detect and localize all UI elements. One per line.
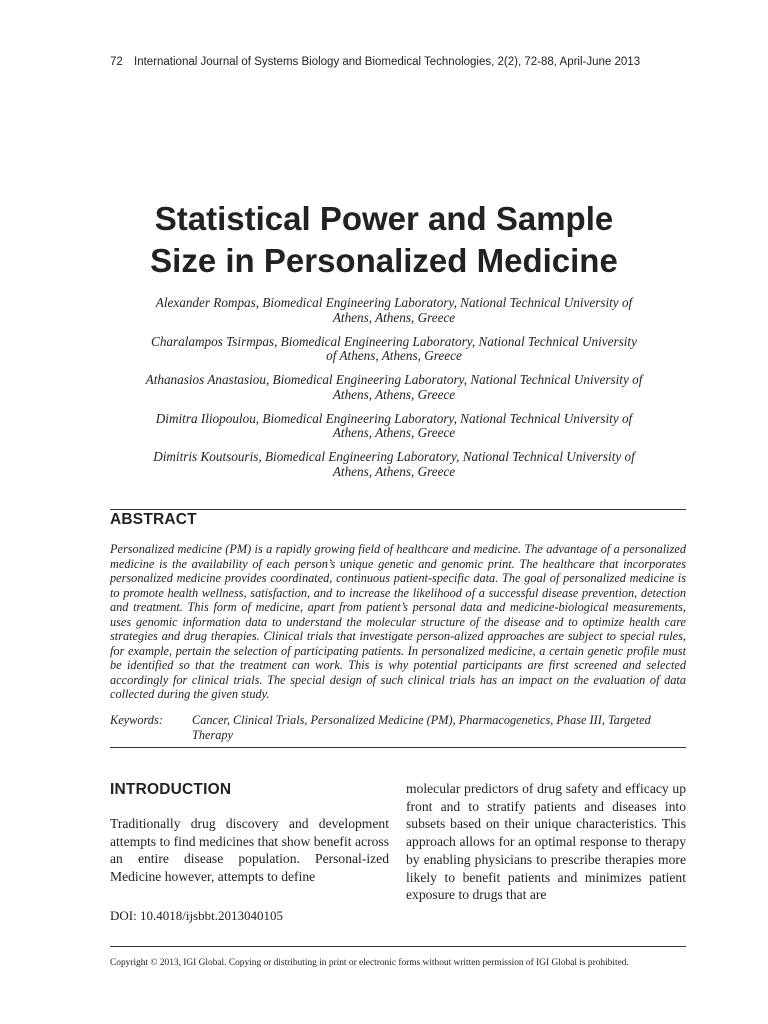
author-affiliation: , Biomedical Engineering Laboratory, National Technical University of xyxy=(255,410,633,426)
title-line-2: Size in Personalized Medicine xyxy=(150,242,618,279)
page-number: 72 xyxy=(110,56,123,68)
author-list xyxy=(100,296,688,489)
keywords-label: Keywords: xyxy=(110,713,163,727)
author-entry xyxy=(100,296,688,325)
author-affiliation: , Biomedical Engineering Laboratory, National Technical University of xyxy=(265,372,643,387)
author-affiliation: , Biomedical Engineering Laboratory, National Technical University of xyxy=(258,449,635,464)
author-affiliation-cont: Athens, Athens, Greece xyxy=(332,309,456,325)
title-line-1: Statistical Power and Sample xyxy=(154,200,614,237)
author-affiliation-cont: Athens, Athens, Greece xyxy=(332,386,456,402)
author-affiliation-cont: of Athens, Athens, Greece xyxy=(326,348,462,363)
copyright-notice: Copyright © 2013, IGI Global. Copying or distributing in print or electronic forms without written permission of IGI Global is prohibited. xyxy=(110,958,629,968)
author-name: Dimitra Iliopoulou xyxy=(155,410,256,426)
intro-right-column: molecular predictors of drug safety and efficacy up front and to stratify patients and diseases into subsets based on their unique characteristics. This approach allows for an optimal response to therapy by enabling physicians to prescribe therapies more likely to benefit patients and minimizes patient exposure to drugs that are xyxy=(406,781,686,903)
author-affiliation-cont: Athens, Athens, Greece xyxy=(332,463,456,479)
author-entry xyxy=(100,450,688,479)
journal-citation: International Journal of Systems Biology and Biomedical Technologies, 2(2), 72-88, April-June 2013 xyxy=(134,56,641,68)
abstract-top-rule xyxy=(110,509,686,510)
author-affiliation: , Biomedical Engineering Laboratory, National Technical University of xyxy=(255,295,633,310)
abstract-body: Personalized medicine (PM) is a rapidly growing field of healthcare and medicine. The advantage of a personalized medicine is the availability of each person’s unique genetic and genomic print. The healthcare that incorporates personalized medicine provides coordinated, continuous patient-specific data. The goal of personalized medicine is to promote health wellness, satisfaction, and to increase the likelihood of a successful disease prevention, detection and treatment. This form of medicine, apart from patient’s personal data and medicine-biological measurements, uses genomic information data to understand the molecular structure of the disease and to optimize health care strategies and drug therapies. Clinical trials that investigate person-alized approaches are subject to special rules, for example, pertain the selection of participating patients. In personalized medicine, a certain genetic profile must be identified so that the treatment can work. This is why potential participants are first screened and selected accordingly for clinical trials. The special design of such clinical trials has an impact on the evaluation of data collected during the given study. xyxy=(110,542,686,701)
author-entry xyxy=(100,373,688,402)
keywords-list: Cancer, Clinical Trials, Personalized Medicine (PM), Pharmacogenetics, Phase III, Targeted Therapy xyxy=(192,713,651,742)
author-affiliation-cont: Athens, Athens, Greece xyxy=(332,425,456,440)
paper-title xyxy=(60,198,708,282)
author-name: Charalampos Tsirmpas xyxy=(151,333,275,349)
abstract-bottom-rule xyxy=(110,747,686,748)
intro-left-column: Traditionally drug discovery and development attempts to find medicines that show benefit across an entire disease population. Personal-ized Medicine however, attempts to define xyxy=(110,816,389,885)
author-affiliation: , Biomedical Engineering Laboratory, National Technical University xyxy=(274,333,637,349)
author-name: Athanasios Anastasiou xyxy=(145,372,266,387)
author-entry xyxy=(100,335,688,364)
author-name: Dimitris Koutsouris xyxy=(153,449,259,464)
introduction-heading: INTRODUCTION xyxy=(110,781,232,798)
running-head xyxy=(110,56,640,68)
author-entry xyxy=(100,412,688,441)
doi: DOI: 10.4018/ijsbbt.2013040105 xyxy=(110,908,283,923)
author-name: Alexander Rompas xyxy=(155,295,256,310)
abstract-heading: ABSTRACT xyxy=(110,511,197,528)
footer-rule xyxy=(110,946,686,947)
